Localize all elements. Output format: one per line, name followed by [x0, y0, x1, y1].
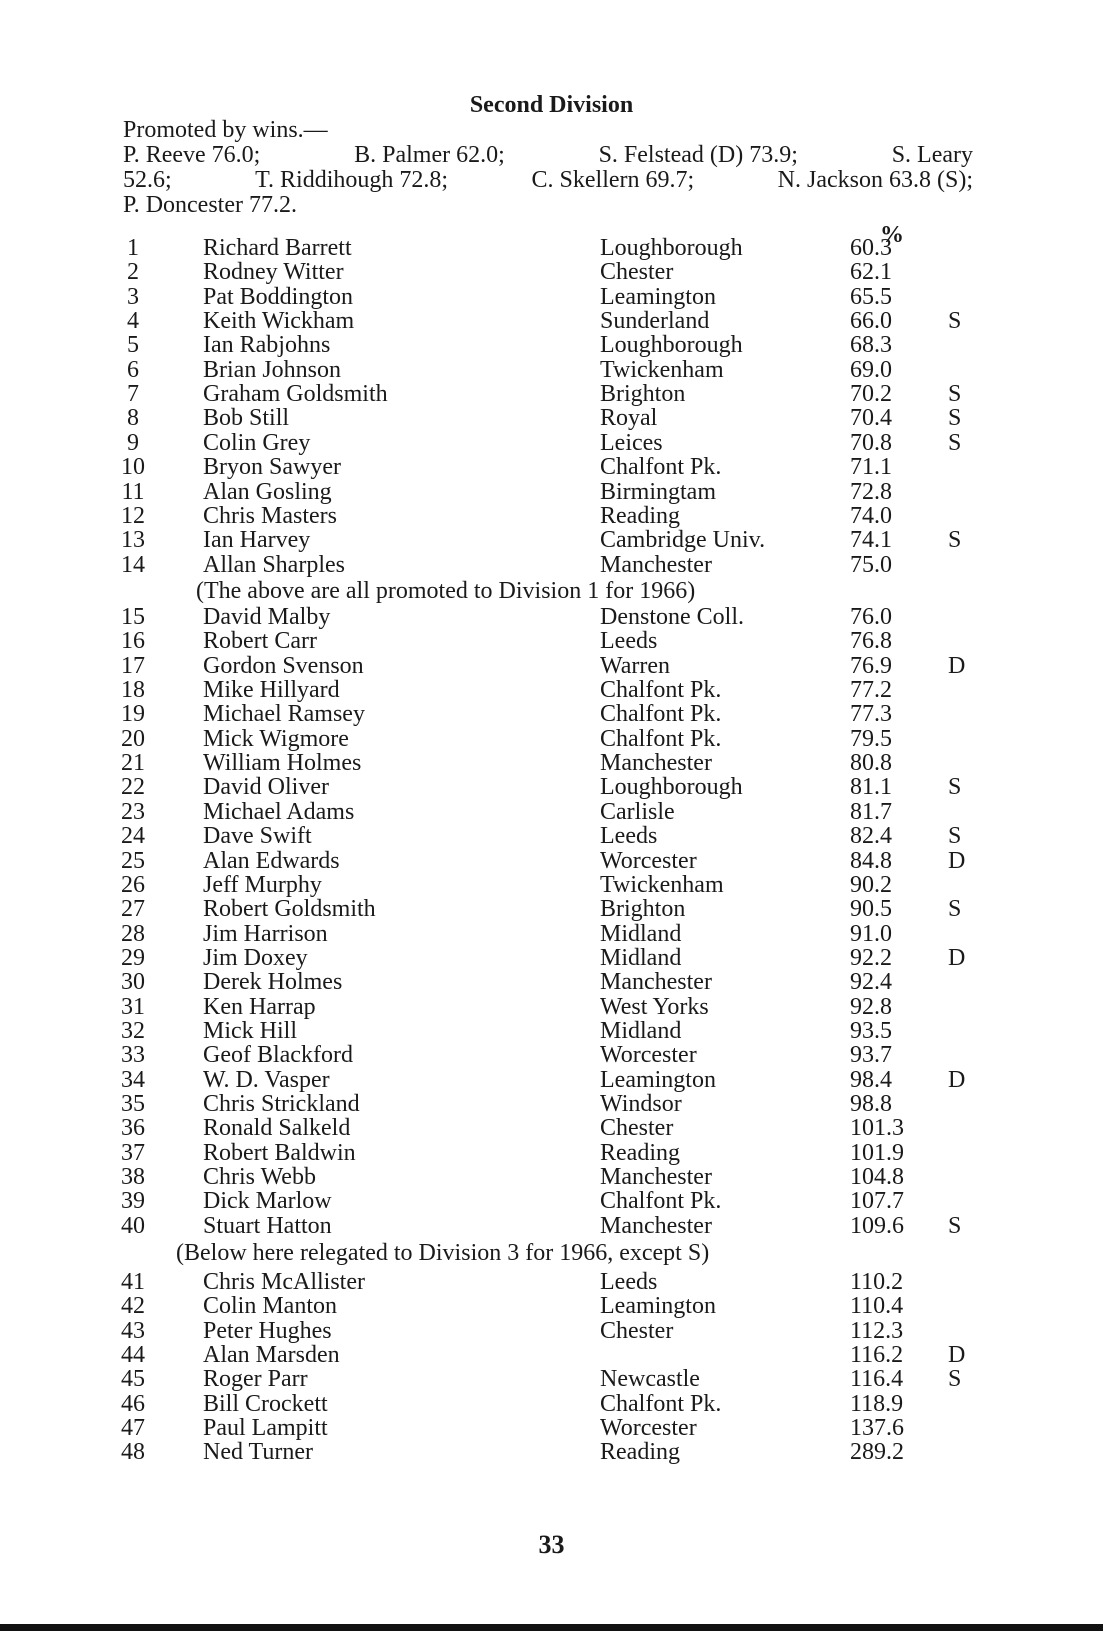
table-row — [0, 1068, 1103, 1093]
player-name: Dick Marlow — [203, 1188, 332, 1215]
club-name: Carlisle — [600, 798, 675, 825]
club-name: Leices — [600, 429, 663, 456]
rank-number: 7 — [127, 381, 139, 408]
bottom-rule — [0, 1624, 1103, 1631]
player-name: David Oliver — [203, 774, 329, 801]
percentage-value: 91.0 — [850, 920, 892, 947]
percentage-value: 110.4 — [850, 1293, 904, 1320]
club-name: Chester — [600, 1317, 674, 1344]
status-flag: S — [948, 1212, 962, 1239]
club-name: Manchester — [600, 1212, 712, 1239]
status-flag: S — [948, 823, 962, 850]
table-row — [0, 309, 1103, 334]
club-name: Leeds — [600, 1269, 658, 1295]
club-name: West Yorks — [600, 993, 709, 1020]
percentage-value: 70.8 — [850, 429, 892, 456]
table-row — [0, 995, 1103, 1020]
rank-number: 30 — [121, 969, 145, 996]
player-name: Paul Lampitt — [203, 1415, 328, 1442]
intro-entry: N. Jackson 63.8 (S); — [777, 167, 973, 193]
percentage-value: 93.7 — [850, 1042, 892, 1069]
player-name: Mick Hill — [203, 1017, 297, 1044]
club-name: Cambridge Univ. — [600, 527, 766, 554]
rank-number: 37 — [121, 1139, 145, 1166]
player-name: Ian Rabjohns — [203, 332, 331, 359]
club-name: Reading — [600, 1139, 680, 1166]
rank-number: 39 — [121, 1188, 145, 1215]
status-flag: S — [948, 896, 962, 923]
club-name: Midland — [600, 944, 682, 971]
table-row — [0, 605, 1103, 630]
club-name: Brighton — [600, 896, 686, 923]
player-name: Mick Wigmore — [203, 725, 349, 752]
club-name: Denstone Coll. — [600, 604, 744, 630]
percentage-value: 69.0 — [850, 356, 892, 383]
rank-number: 17 — [121, 652, 145, 679]
club-name: Loughborough — [600, 774, 743, 801]
club-name: Leamington — [600, 1066, 716, 1093]
club-name: Newcastle — [600, 1366, 700, 1393]
percentage-value: 76.0 — [850, 604, 892, 630]
rank-number: 28 — [121, 920, 145, 947]
percentage-value: 116.2 — [850, 1342, 904, 1369]
table-row — [0, 946, 1103, 971]
table-row — [0, 970, 1103, 995]
player-name: Bill Crockett — [203, 1390, 328, 1417]
intro-entry: C. Skellern 69.7; — [531, 167, 695, 193]
club-name: Royal — [600, 405, 658, 432]
club-name: Chalfont Pk. — [600, 454, 722, 481]
percent-column-header: % — [880, 222, 904, 248]
percentage-value: 76.8 — [850, 628, 892, 655]
percentage-value: 92.8 — [850, 993, 892, 1020]
rank-number: 47 — [121, 1415, 145, 1442]
player-name: Michael Ramsey — [203, 701, 365, 728]
percentage-value: 98.8 — [850, 1091, 892, 1117]
table-row — [0, 849, 1103, 874]
table-row — [0, 504, 1103, 529]
table-row — [0, 1019, 1103, 1044]
club-name: Midland — [600, 1017, 682, 1044]
club-name: Chester — [600, 1115, 674, 1142]
intro-entry: T. Riddihough 72.8; — [255, 167, 449, 193]
percentage-value: 62.1 — [850, 259, 892, 286]
status-flag: D — [948, 1066, 966, 1093]
club-name: Loughborough — [600, 332, 743, 359]
club-name: Leeds — [600, 823, 658, 850]
table-row — [0, 702, 1103, 727]
player-name: Dave Swift — [203, 823, 312, 850]
club-name: Manchester — [600, 969, 712, 996]
player-name: Brian Johnson — [203, 356, 341, 383]
intro-line-2 — [123, 143, 973, 168]
club-name: Worcester — [600, 1042, 697, 1069]
player-name: William Holmes — [203, 750, 362, 777]
percentage-value: 71.1 — [850, 454, 892, 481]
table-row — [0, 358, 1103, 383]
rank-number: 13 — [121, 527, 145, 554]
table-row — [0, 1043, 1103, 1068]
player-name: Chris Webb — [203, 1164, 316, 1191]
intro-entry: 52.6; — [123, 167, 172, 193]
rank-number: 26 — [121, 871, 145, 898]
player-name: Rodney Witter — [203, 259, 344, 286]
percentage-value: 81.7 — [850, 798, 892, 825]
percentage-value: 79.5 — [850, 725, 892, 752]
percentage-value: 74.1 — [850, 527, 892, 554]
player-name: Geof Blackford — [203, 1042, 353, 1069]
player-name: Colin Manton — [203, 1293, 338, 1320]
player-name: Alan Marsden — [203, 1342, 340, 1369]
rank-number: 15 — [121, 604, 145, 630]
player-name: Bryon Sawyer — [203, 454, 341, 481]
table-row — [0, 1141, 1103, 1166]
rank-number: 46 — [121, 1390, 145, 1417]
rank-number: 35 — [121, 1091, 145, 1117]
player-name: Jeff Murphy — [203, 871, 322, 898]
percentage-value: 92.2 — [850, 944, 892, 971]
player-name: Peter Hughes — [203, 1317, 332, 1344]
percentage-value: 118.9 — [850, 1390, 904, 1417]
rank-number: 20 — [121, 725, 145, 752]
percentage-value: 72.8 — [850, 478, 892, 505]
player-name: Mike Hillyard — [203, 677, 340, 704]
player-name: Ken Harrap — [203, 993, 316, 1020]
rank-number: 10 — [121, 454, 145, 481]
rank-number: 42 — [121, 1293, 145, 1320]
percentage-value: 76.9 — [850, 652, 892, 679]
rank-number: 23 — [121, 798, 145, 825]
club-name: Chalfont Pk. — [600, 701, 722, 728]
percentage-value: 93.5 — [850, 1017, 892, 1044]
table-row — [0, 1392, 1103, 1417]
rank-number: 5 — [127, 332, 139, 359]
table-row — [0, 922, 1103, 947]
club-name: Chalfont Pk. — [600, 677, 722, 704]
rank-number: 12 — [121, 502, 145, 529]
player-name: Chris Masters — [203, 502, 337, 529]
status-flag: D — [948, 652, 966, 679]
table-row — [0, 455, 1103, 480]
rank-number: 44 — [121, 1342, 145, 1369]
intro-line-1: Promoted by wins.— — [123, 117, 328, 143]
table-row — [0, 1270, 1103, 1295]
club-name: Warren — [600, 652, 671, 679]
table-row — [0, 1319, 1103, 1344]
player-name: Graham Goldsmith — [203, 381, 388, 408]
intro-line-4: P. Doncester 77.2. — [123, 192, 297, 218]
rank-number: 48 — [121, 1439, 145, 1466]
percentage-value: 104.8 — [850, 1164, 904, 1191]
club-name: Leamington — [600, 1293, 716, 1320]
status-flag: D — [948, 1342, 966, 1369]
player-name: Gordon Svenson — [203, 652, 364, 679]
club-name: Birmingtam — [600, 478, 716, 505]
table-row — [0, 1165, 1103, 1190]
table-row — [0, 1294, 1103, 1319]
percentage-value: 112.3 — [850, 1317, 904, 1344]
player-name: Derek Holmes — [203, 969, 343, 996]
rank-number: 45 — [121, 1366, 145, 1393]
rank-number: 29 — [121, 944, 145, 971]
table-row — [0, 1189, 1103, 1214]
table-row — [0, 1440, 1103, 1465]
status-flag: D — [948, 944, 966, 971]
rank-number: 19 — [121, 701, 145, 728]
rank-number: 27 — [121, 896, 145, 923]
club-name: Twickenham — [600, 871, 724, 898]
percentage-value: 77.2 — [850, 677, 892, 704]
table-row — [0, 1214, 1103, 1239]
percentage-value: 60.3 — [850, 235, 892, 261]
rank-number: 31 — [121, 993, 145, 1020]
rank-number: 2 — [127, 259, 139, 286]
percentage-value: 68.3 — [850, 332, 892, 359]
table-row — [0, 800, 1103, 825]
rank-number: 24 — [121, 823, 145, 850]
percentage-value: 101.9 — [850, 1139, 904, 1166]
percentage-value: 84.8 — [850, 847, 892, 874]
rank-number: 3 — [127, 283, 139, 310]
percentage-value: 65.5 — [850, 283, 892, 310]
rank-number: 41 — [121, 1269, 145, 1295]
club-name: Loughborough — [600, 235, 743, 261]
club-name: Reading — [600, 1439, 680, 1466]
table-row — [0, 629, 1103, 654]
player-name: Richard Barrett — [203, 235, 352, 261]
table-row — [0, 406, 1103, 431]
player-name: Ned Turner — [203, 1439, 314, 1466]
player-name: Robert Carr — [203, 628, 317, 655]
percentage-value: 80.8 — [850, 750, 892, 777]
percentage-value: 66.0 — [850, 308, 892, 335]
player-name: W. D. Vasper — [203, 1066, 330, 1093]
player-name: Chris McAllister — [203, 1269, 365, 1295]
rank-number: 1 — [127, 235, 139, 261]
player-name: Allan Sharples — [203, 551, 345, 578]
table-row — [0, 654, 1103, 679]
rank-number: 38 — [121, 1164, 145, 1191]
table-row — [0, 1116, 1103, 1141]
player-name: Michael Adams — [203, 798, 355, 825]
status-flag: S — [948, 381, 962, 408]
club-name: Chester — [600, 259, 674, 286]
rank-number: 9 — [127, 429, 139, 456]
player-name: Robert Baldwin — [203, 1139, 356, 1166]
percentage-value: 110.2 — [850, 1269, 904, 1295]
table-row — [0, 333, 1103, 358]
player-name: Jim Doxey — [203, 944, 308, 971]
player-name: Alan Edwards — [203, 847, 340, 874]
club-name: Worcester — [600, 1415, 697, 1442]
player-name: Bob Still — [203, 405, 290, 432]
rank-number: 40 — [121, 1212, 145, 1239]
table-row — [0, 382, 1103, 407]
percentage-value: 70.4 — [850, 405, 892, 432]
intro-line-3 — [123, 168, 973, 193]
club-name: Reading — [600, 502, 680, 529]
rank-number: 32 — [121, 1017, 145, 1044]
status-flag: S — [948, 429, 962, 456]
table-row — [0, 751, 1103, 776]
intro-entry: B. Palmer 62.0; — [354, 142, 505, 168]
rank-number: 25 — [121, 847, 145, 874]
club-name: Worcester — [600, 847, 697, 874]
relegation-note: (Below here relegated to Division 3 for 1966, except S) — [176, 1240, 710, 1266]
table-row — [0, 727, 1103, 752]
page-number: 33 — [538, 1530, 565, 1559]
club-name: Sunderland — [600, 308, 710, 335]
rank-number: 34 — [121, 1066, 145, 1093]
percentage-value: 82.4 — [850, 823, 892, 850]
status-flag: D — [948, 847, 966, 874]
percentage-value: 77.3 — [850, 701, 892, 728]
rank-number: 8 — [127, 405, 139, 432]
player-name: Alan Gosling — [203, 478, 332, 505]
percentage-value: 70.2 — [850, 381, 892, 408]
table-row — [0, 1367, 1103, 1392]
table-row — [0, 1092, 1103, 1117]
status-flag: S — [948, 1366, 962, 1393]
percentage-value: 101.3 — [850, 1115, 904, 1142]
table-row — [0, 678, 1103, 703]
rank-number: 16 — [121, 628, 145, 655]
table-row — [0, 1343, 1103, 1368]
player-name: Stuart Hatton — [203, 1212, 332, 1239]
percentage-value: 289.2 — [850, 1439, 904, 1466]
table-row — [0, 528, 1103, 553]
status-flag: S — [948, 527, 962, 554]
rank-number: 33 — [121, 1042, 145, 1069]
percentage-value: 116.4 — [850, 1366, 904, 1393]
rank-number: 6 — [127, 356, 139, 383]
player-name: David Malby — [203, 604, 331, 630]
club-name: Midland — [600, 920, 682, 947]
club-name: Chalfont Pk. — [600, 725, 722, 752]
club-name: Leamington — [600, 283, 716, 310]
club-name: Chalfont Pk. — [600, 1390, 722, 1417]
status-flag: S — [948, 308, 962, 335]
player-name: Keith Wickham — [203, 308, 355, 335]
club-name: Chalfont Pk. — [600, 1188, 722, 1215]
promotion-note: (The above are all promoted to Division 1 for 1966) — [196, 578, 696, 604]
status-flag: S — [948, 405, 962, 432]
rank-number: 11 — [121, 478, 145, 505]
table-row — [0, 1416, 1103, 1441]
player-name: Chris Strickland — [203, 1091, 360, 1117]
page-title: Second Division — [469, 92, 634, 118]
player-name: Pat Boddington — [203, 283, 354, 310]
player-name: Jim Harrison — [203, 920, 328, 947]
player-name: Ian Harvey — [203, 527, 311, 554]
table-row — [0, 873, 1103, 898]
club-name: Brighton — [600, 381, 686, 408]
rank-number: 21 — [121, 750, 145, 777]
intro-entry: S. Leary — [891, 142, 973, 168]
percentage-value: 74.0 — [850, 502, 892, 529]
rank-number: 14 — [121, 551, 145, 578]
player-name: Ronald Salkeld — [203, 1115, 351, 1142]
rank-number: 22 — [121, 774, 145, 801]
club-name: Manchester — [600, 1164, 712, 1191]
percentage-value: 109.6 — [850, 1212, 904, 1239]
percentage-value: 92.4 — [850, 969, 892, 996]
player-name: Colin Grey — [203, 429, 311, 456]
percentage-value: 107.7 — [850, 1188, 904, 1215]
percentage-value: 81.1 — [850, 774, 892, 801]
percentage-value: 137.6 — [850, 1415, 904, 1442]
player-name: Robert Goldsmith — [203, 896, 376, 923]
rank-number: 43 — [121, 1317, 145, 1344]
club-name: Manchester — [600, 750, 712, 777]
percentage-value: 90.5 — [850, 896, 892, 923]
table-row — [0, 285, 1103, 310]
table-row — [0, 775, 1103, 800]
intro-entry: S. Felstead (D) 73.9; — [598, 142, 798, 168]
club-name: Leeds — [600, 628, 658, 655]
table-row — [0, 236, 1103, 261]
table-row — [0, 897, 1103, 922]
club-name: Windsor — [600, 1091, 682, 1117]
table-row — [0, 431, 1103, 456]
promoted-by-wins-paragraph — [123, 118, 973, 218]
percentage-value: 90.2 — [850, 871, 892, 898]
table-row — [0, 480, 1103, 505]
table-row — [0, 824, 1103, 849]
rank-number: 4 — [127, 308, 139, 335]
status-flag: S — [948, 774, 962, 801]
intro-entry: P. Reeve 76.0; — [123, 142, 261, 168]
table-row — [0, 260, 1103, 285]
club-name: Manchester — [600, 551, 712, 578]
rank-number: 36 — [121, 1115, 145, 1142]
player-name: Roger Parr — [203, 1366, 308, 1393]
rank-number: 18 — [121, 677, 145, 704]
club-name: Twickenham — [600, 356, 724, 383]
table-row — [0, 553, 1103, 578]
percentage-value: 98.4 — [850, 1066, 892, 1093]
percentage-value: 75.0 — [850, 551, 892, 578]
